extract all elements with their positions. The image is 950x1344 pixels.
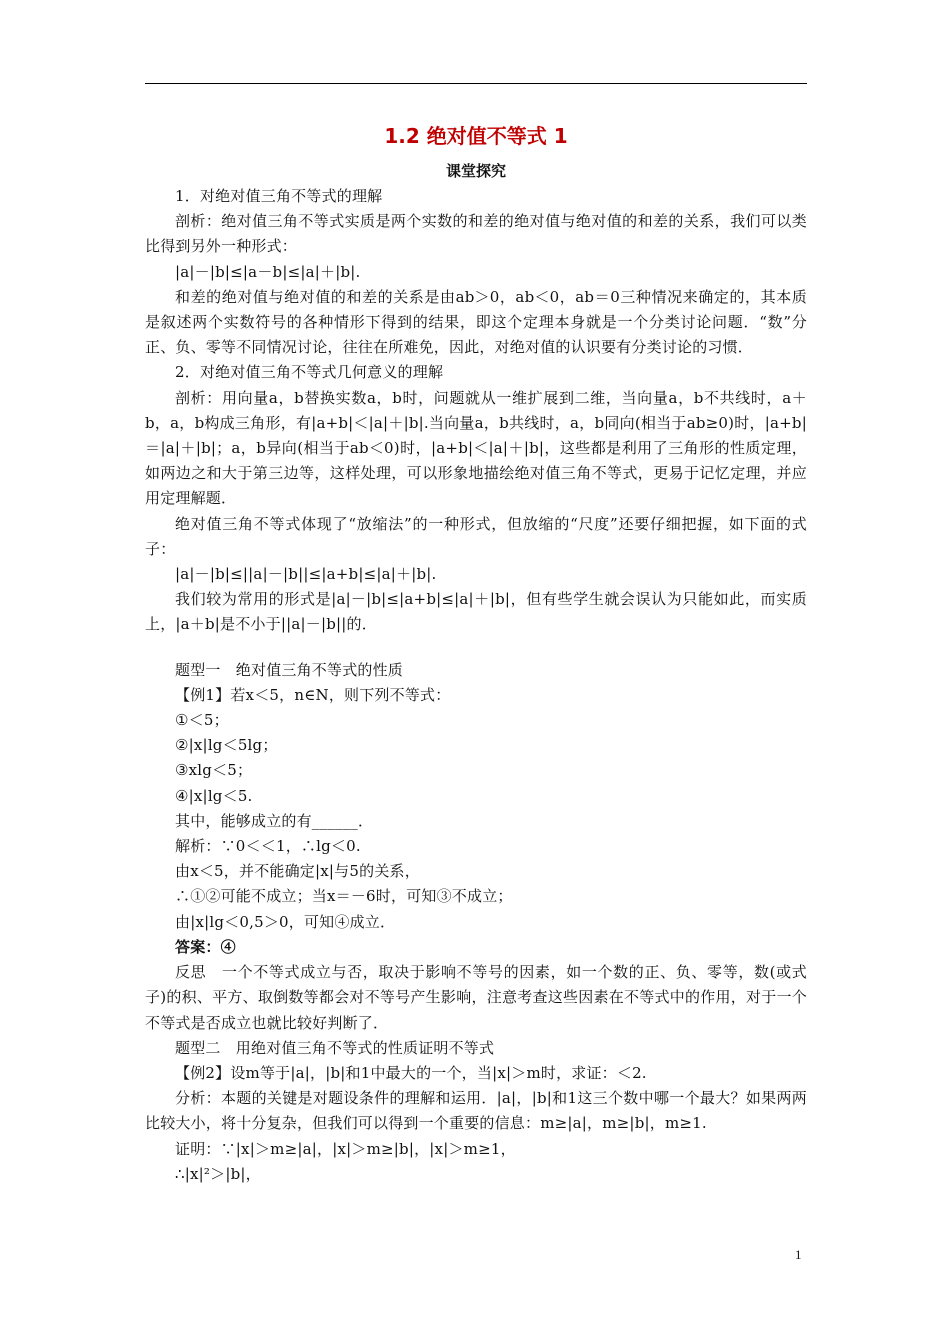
- reflection-paragraph: 反思 一个不等式成立与否，取决于影响不等号的因素，如一个数的正、负、零等，数(或式子)的积、平方、取倒数等都会对不等号产生影响，注意考查这些因素在不等式中的作用，对于一个不等式是否成立也就比较好判断了．: [145, 963, 807, 1032]
- option-item: ②|x|lg＜5lg；: [175, 736, 278, 755]
- proof-line: 证明：∵|x|＞m≥|a|，|x|＞m≥|b|，|x|＞m≥1，: [175, 1139, 516, 1158]
- proof-line: ∴|x|²＞|b|，: [175, 1164, 261, 1183]
- topic-2-heading: 2．对绝对值三角不等式几何意义的理解: [175, 363, 444, 382]
- analysis-paragraph: 剖析：绝对值三角不等式实质是两个实数的和差的绝对值与绝对值的和差的关系，我们可以类比得到另外一种形式：: [145, 212, 807, 256]
- solution-line: 解析：∵0＜＜1，∴lg＜0.: [175, 837, 361, 856]
- formula-line: |a|－|b|≤|a－b|≤|a|＋|b|.: [175, 262, 361, 281]
- text-paragraph: 我们较为常用的形式是|a|－|b|≤|a+b|≤|a|＋|b|，但有些学生就会误认为只能如此，而实质上，|a＋b|是不小于||a|－|b||的．: [145, 590, 807, 634]
- answer-line: 答案：④: [175, 937, 236, 956]
- question-type-heading: 题型二 用绝对值三角不等式的性质证明不等式: [175, 1038, 495, 1057]
- option-item: ③xlg＜5；: [175, 761, 253, 780]
- solution-line: 由x＜5，并不能确定|x|与5的关系，: [175, 862, 420, 881]
- analysis-paragraph: 分析：本题的关键是对题设条件的理解和运用．|a|，|b|和1这三个数中哪一个最大？如果两两比较大小，将十分复杂，但我们可以得到一个重要的信息：m≥|a|，m≥|b|，m≥1.: [145, 1089, 807, 1133]
- section-heading: 课堂探究: [445, 162, 506, 180]
- document-body: [145, 118, 807, 1187]
- topic-1-heading: 1．对绝对值三角不等式的理解: [175, 187, 383, 205]
- page-title: 1.2 绝对值不等式 1: [384, 124, 568, 148]
- solution-line: 由|x|lg＜0,5＞0，可知④成立．: [175, 912, 396, 931]
- solution-line: ∴①②可能不成立；当x＝－6时，可知③不成立；: [175, 887, 513, 906]
- page-number: 1: [795, 1247, 802, 1262]
- example-statement: 【例1】若x＜5，n∈N，则下列不等式：: [175, 685, 451, 704]
- spacer: [145, 638, 807, 658]
- question-line: 其中，能够成立的有______．: [175, 811, 374, 830]
- option-item: ①＜5；: [175, 711, 229, 730]
- text-paragraph: 绝对值三角不等式体现了“放缩法”的一种形式，但放缩的“尺度”还要仔细把握，如下面的式子：: [145, 514, 807, 558]
- header-rule: [145, 83, 807, 84]
- question-type-heading: 题型一 绝对值三角不等式的性质: [175, 660, 404, 679]
- formula-line: |a|－|b|≤||a|－|b||≤|a+b|≤|a|＋|b|.: [175, 565, 437, 584]
- analysis-paragraph: 剖析：用向量a，b替换实数a，b时，问题就从一维扩展到二维，当向量a，b不共线时，a＋b，a，b构成三角形，有|a+b|＜|a|＋|b|.当向量a，b共线时，a，b同向(相当于ab≥0)时，|a+b|＝|a|＋|b|；a，b异向(相当于ab＜0)时，|a+b|＜|a|＋|b|，这些都是利用了三角形的性质定理，如两边之和大于第三边等，这样处理，可以形象地描绘绝对值三角不等式，更易于记忆定理，并应用定理解题．: [145, 388, 807, 508]
- example-statement: 【例2】设m等于|a|，|b|和1中最大的一个，当|x|＞m时，求证：＜2.: [175, 1063, 647, 1082]
- option-item: ④|x|lg＜5.: [175, 786, 253, 805]
- text-paragraph: 和差的绝对值与绝对值的和差的关系是由ab＞0，ab＜0，ab＝0三种情况来确定的，其本质是叙述两个实数符号的各种情形下得到的结果，即这个定理本身就是一个分类讨论问题．“数”分正、负、零等不同情况讨论，往往在所难免，因此，对绝对值的认识要有分类讨论的习惯．: [145, 287, 807, 357]
